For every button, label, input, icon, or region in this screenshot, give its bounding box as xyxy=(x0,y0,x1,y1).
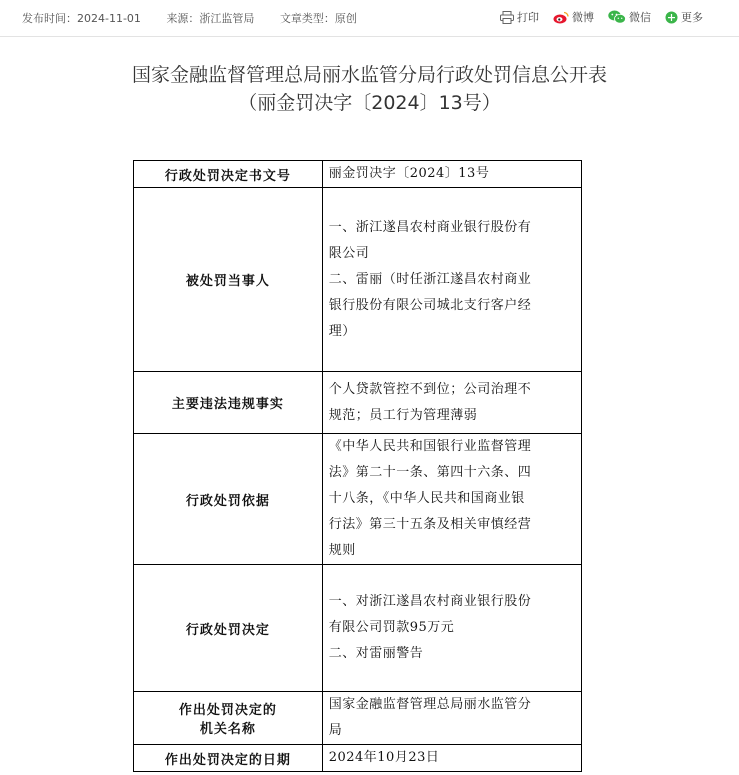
value-line: 限公司 xyxy=(328,245,370,261)
value-line: 十八条，《中华人民共和国商业银 xyxy=(328,491,525,506)
value-line: 二、对雷丽警告 xyxy=(328,646,424,661)
row-value xyxy=(322,565,581,692)
wechat-icon xyxy=(608,10,626,24)
row-label xyxy=(134,188,323,372)
label-line: 行政处罚决定书文号 xyxy=(164,168,291,184)
label-line: 作出处罚决定的 xyxy=(178,703,277,718)
table-row xyxy=(134,692,582,745)
table-row xyxy=(134,565,582,692)
value-line: 规范；员工行为管理薄弱 xyxy=(328,407,478,423)
more-label: 更多 xyxy=(681,11,703,24)
value-line: 规则 xyxy=(328,543,356,558)
page-title: 国家金融监督管理总局丽水监管分局行政处罚信息公开表 xyxy=(131,64,607,86)
print-icon xyxy=(500,11,514,24)
wechat-label: 微信 xyxy=(629,11,651,24)
weibo-button[interactable] xyxy=(553,9,594,25)
row-label xyxy=(134,372,323,434)
print-label: 打印 xyxy=(517,11,539,24)
print-button[interactable] xyxy=(500,9,539,25)
table-row xyxy=(134,745,582,772)
label-line: 被处罚当事人 xyxy=(185,274,270,289)
row-label xyxy=(134,692,323,745)
table-row xyxy=(134,434,582,565)
value-line: 《中华人民共和国银行业监督管理 xyxy=(328,439,532,454)
row-label xyxy=(134,745,323,772)
value-line: 个人贷款管控不到位；公司治理不 xyxy=(328,381,532,397)
label-line: 行政处罚决定 xyxy=(185,622,270,638)
weibo-icon xyxy=(553,11,569,24)
more-icon xyxy=(665,11,678,24)
label-line: 主要违法违规事实 xyxy=(171,397,284,412)
wechat-button[interactable] xyxy=(608,9,651,25)
value-line: 法》第二十一条、第四十六条、四 xyxy=(328,465,532,480)
value-line: 行法》第三十五条及相关审慎经营 xyxy=(328,517,532,532)
row-value xyxy=(322,188,581,372)
share-toolbar xyxy=(500,9,703,25)
value-line: 二、雷丽（时任浙江遂昌农村商业 xyxy=(328,271,532,287)
weibo-label: 微博 xyxy=(572,11,594,24)
row-value xyxy=(322,692,581,745)
table-row xyxy=(134,372,582,434)
value-line: 局 xyxy=(328,723,343,738)
value-line: 一、浙江遂昌农村商业银行股份有 xyxy=(328,219,532,235)
row-value xyxy=(322,434,581,565)
source: 来源：浙江监管局 xyxy=(166,12,255,25)
article-meta-bar xyxy=(0,0,739,37)
article-meta xyxy=(22,10,379,26)
row-value xyxy=(322,745,581,772)
row-value xyxy=(322,372,581,434)
label-line: 行政处罚依据 xyxy=(185,493,270,509)
row-label xyxy=(134,565,323,692)
value-line: 丽金罚决字〔2024〕13号 xyxy=(328,166,490,181)
row-label xyxy=(134,161,323,188)
value-line: 国家金融监督管理总局丽水监管分 xyxy=(328,697,532,712)
label-line: 机关名称 xyxy=(199,722,256,737)
publish-time: 发布时间：2024-11-01 xyxy=(22,12,141,25)
value-line: 有限公司罚款95万元 xyxy=(328,620,455,635)
value-line: 银行股份有限公司城北支行客户经 xyxy=(328,297,532,313)
page-subtitle: （丽金罚决字〔2024〕13号） xyxy=(238,92,501,114)
value-line: 一、对浙江遂昌农村商业银行股份 xyxy=(328,594,532,609)
more-button[interactable] xyxy=(665,9,703,25)
table-row xyxy=(134,161,582,188)
row-value xyxy=(322,161,581,188)
value-line: 2024年10月23日 xyxy=(328,750,440,765)
table-row xyxy=(134,188,582,372)
value-line: 理） xyxy=(328,323,356,339)
row-label xyxy=(134,434,323,565)
label-line: 作出处罚决定的日期 xyxy=(164,752,291,768)
doc-type: 文章类型：原创 xyxy=(279,12,357,25)
penalty-info-table xyxy=(133,160,582,772)
